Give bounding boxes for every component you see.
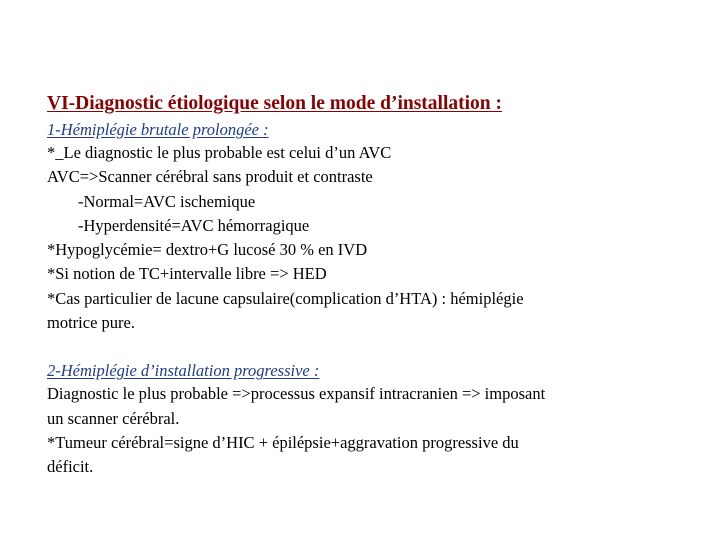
text-line: *Tumeur cérébral=signe d’HIC + épilépsie+aggravation progressive du	[47, 432, 519, 452]
text-line: déficit.	[47, 457, 94, 477]
text-line: *Hypoglycémie= dextro+G lucosé 30 % en IVD	[47, 240, 368, 260]
text-line: *_Le diagnostic le plus probable est celui d’un AVC	[47, 143, 392, 162]
text-line: AVC=>Scanner cérébral sans produit et contraste	[47, 167, 373, 187]
section-spacer	[47, 335, 697, 359]
section-heading: 2-Hémiplégie d’installation progressive :	[47, 361, 320, 381]
slide-title: VI-Diagnostic étiologique selon le mode d’installation :	[47, 93, 503, 114]
text-line: -Hyperdensité=AVC hémorragique	[78, 215, 310, 235]
text-line: -Normal=AVC ischemique	[78, 191, 256, 211]
text-line: Diagnostic le plus probable =>processus expansif intracranien => imposant	[47, 384, 546, 404]
section-brutal-hemiplegia	[47, 118, 697, 335]
text-line: un scanner cérébral.	[47, 408, 180, 428]
section-progressive-hemiplegia	[47, 359, 697, 479]
section-heading: 1-Hémiplégie brutale prolongée :	[47, 120, 269, 139]
slide-content	[47, 90, 697, 480]
text-line: motrice pure.	[47, 313, 135, 333]
text-line: *Cas particulier de lacune capsulaire(complication d’HTA) : hémiplégie	[47, 288, 524, 308]
text-line: *Si notion de TC+intervalle libre => HED	[47, 264, 327, 284]
